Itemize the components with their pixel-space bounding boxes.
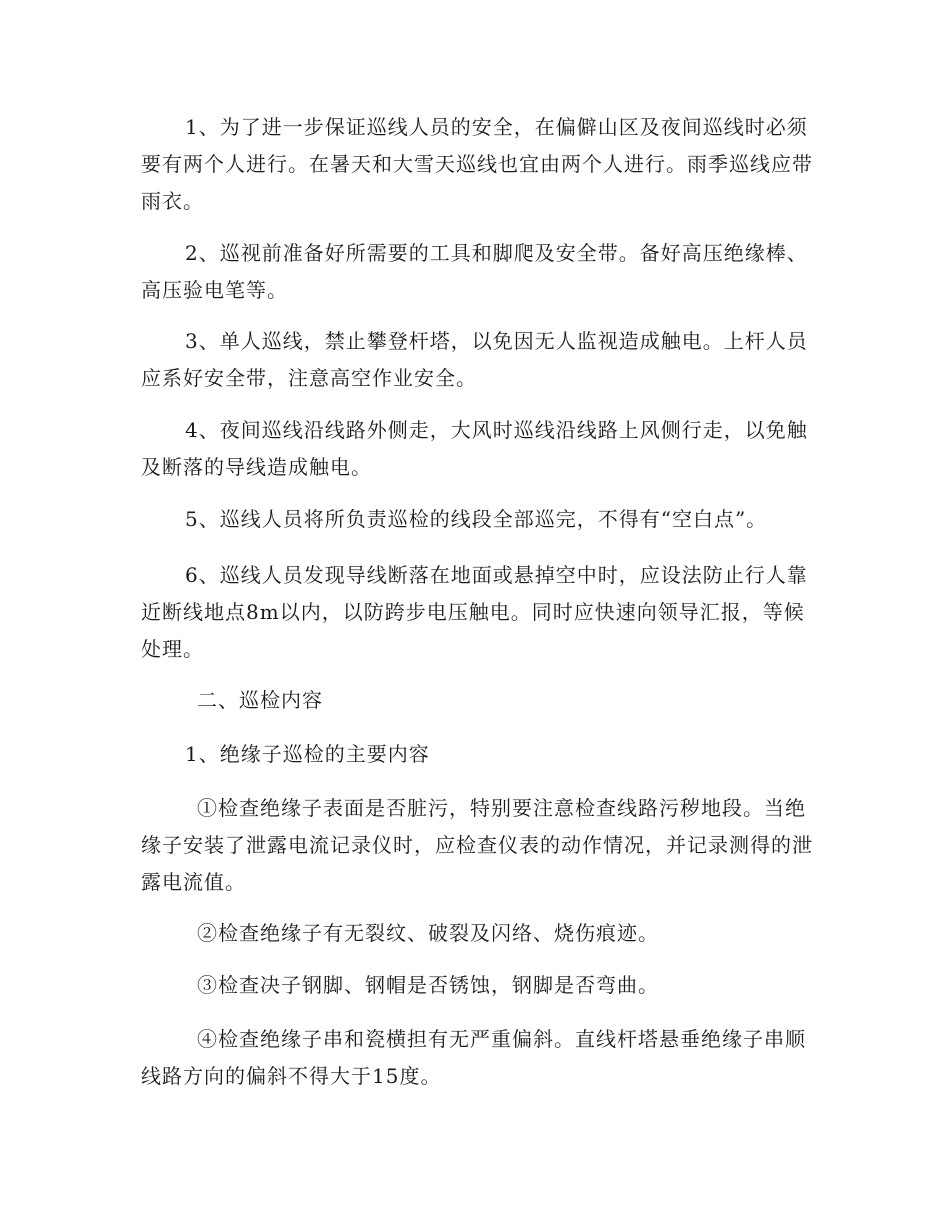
item-1: ①检查绝缘子表面是否脏污，特别要注意检查线路污秽地段。当绝缘子安装了泄露电流记录仪时，应检查仪表的动作情况，并记录测得的泄露电流值。 <box>141 796 813 894</box>
paragraph-5: 5、巡线人员将所负责巡检的线段全部巡完，不得有“空白点”。 <box>185 507 768 531</box>
paragraph-1: 1、为了进一步保证巡线人员的安全，在偏僻山区及夜间巡线时必须要有两个人进行。在暑天和大雪天巡线也宜由两个人进行。雨季巡线应带雨衣。 <box>141 115 813 213</box>
paragraph-2: 2、巡视前准备好所需要的工具和脚爬及安全带。备好高压绝缘棒、高压验电笔等。 <box>141 241 808 302</box>
item-4: ④检查绝缘子串和瓷横担有无严重偏斜。直线杆塔悬垂绝缘子串顺线路方向的偏斜不得大于15度。 <box>141 1027 806 1088</box>
subsection-heading: 1、绝缘子巡检的主要内容 <box>185 742 430 766</box>
item-2: ②检查绝缘子有无裂纹、破裂及闪络、烧伤痕迹。 <box>197 921 659 945</box>
paragraph-3: 3、单人巡线，禁止攀登杆塔，以免因无人监视造成触电。上杆人员应系好安全带，注意高空作业安全。 <box>141 329 808 390</box>
paragraph-4: 4、夜间巡线沿线路外侧走，大风时巡线沿线路上风侧行走，以免触及断落的导线造成触电。 <box>141 418 808 479</box>
item-3: ③检查决子钢脚、钢帽是否锈蚀，钢脚是否弯曲。 <box>197 973 659 997</box>
paragraph-6: 6、巡线人员发现导线断落在地面或悬掉空中时，应设法防止行人靠近断线地点8m以内，以防跨步电压触电。同时应快速向领导汇报，等候处理。 <box>141 563 808 661</box>
section-heading: 二、巡检内容 <box>197 688 323 712</box>
